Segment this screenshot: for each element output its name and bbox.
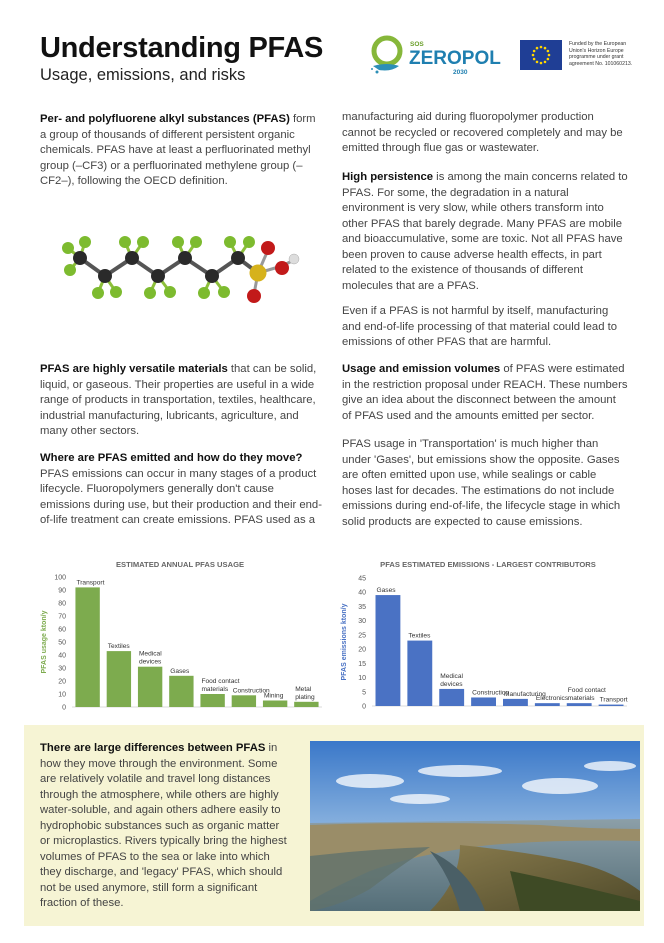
usage-chart-ytick-label: 10 <box>58 691 66 699</box>
emissions-chart-ytick-label: 40 <box>358 589 366 597</box>
usage-chart-ylabel: PFAS usage kton/y <box>41 610 48 674</box>
usage-chart-category-label: Medical <box>138 650 162 658</box>
emissions-chart-category-label: Gases <box>376 587 396 595</box>
river-mouth-aerial-photo <box>310 741 640 911</box>
emissions-chart-ytick-label: 20 <box>358 646 366 654</box>
emissions-chart-ytick-label: 45 <box>358 575 366 583</box>
emissions-chart-ytick-label: 5 <box>362 689 366 697</box>
emissions-chart-category-label: Transport <box>599 696 628 704</box>
emissions-chart-bar <box>376 595 401 706</box>
emissions-chart-category-label: Electronics <box>535 695 569 703</box>
eu-funding-block <box>520 40 640 72</box>
zeropol-logo <box>365 32 505 78</box>
intro-text: form a group of thousands of different persistent organic chemicals. PFAS have at least a perfluorinated methyl group (–CF3) or a perfluorinated methylene group (–CF2–), following the OECD definition. <box>40 113 316 187</box>
usage-chart-ytick-label: 100 <box>54 574 66 582</box>
usage-chart-category-label: Textiles <box>107 643 130 651</box>
page-title: Understanding PFAS <box>40 32 324 64</box>
emissions-chart-category-label: Textiles <box>408 632 431 640</box>
zeropol-prefix: SOS <box>410 41 424 48</box>
usage-chart-bar <box>107 651 131 707</box>
usage-chart-ytick-label: 90 <box>58 587 66 595</box>
persistence-text: is among the main concerns related to PFAS. For some, the degradation in a natural environment is very slow, while others transform into other PFAS that barely degrade. Many PFAS are mobile and bioaccumulative, some are toxic. Not all PFAS have been proven to cause adverse health effects, in part related to the existence of thousands of different molecules that are a PFAS. <box>342 171 628 292</box>
persistence-bold: High persistence <box>342 171 434 183</box>
usage-chart-ytick-label: 30 <box>58 665 66 673</box>
emissions-chart-category-label: Food contact <box>567 687 606 695</box>
emissions-chart-ytick-label: 0 <box>362 703 366 711</box>
usage-chart-ytick-label: 60 <box>58 626 66 634</box>
intro-bold: Per- and polyfluorene alkyl substances (PFAS) <box>40 113 290 125</box>
usage-chart-category-label: Gases <box>170 667 190 675</box>
callout-text: in how they move through the environment. Some are relatively volatile and travel long distances through the atmosphere, while others are highly water-soluble, and again others adhere easily to hydrophobic substances such as organic matter or microplastics. Rivers typically bring the highest volumes of PFAS to the sea or lake into which they discharge, and 'legacy' PFAS, which should not be used anymore, still form a significant fraction of these. <box>40 742 287 909</box>
usage-chart-category-label: devices <box>138 658 162 666</box>
callout-paragraph <box>40 741 288 912</box>
usage-chart-category-label: materials <box>201 686 229 693</box>
emissions-chart-bar <box>471 697 496 706</box>
zeropol-name: ZEROPOL <box>409 48 501 69</box>
usage-chart-bar <box>75 587 99 707</box>
usage-chart-ytick-label: 80 <box>58 600 66 608</box>
emissions-chart-bar <box>407 641 432 706</box>
emissions-chart-bar <box>599 705 624 706</box>
usage-chart-title: ESTIMATED ANNUAL PFAS USAGE <box>115 560 245 569</box>
usage-chart <box>38 556 328 716</box>
harmful-paragraph: Even if a PFAS is not harmful by itself, manufacturing and end-of-life processing of that material could lead to emissions of other PFAS that are harmful. <box>342 305 618 348</box>
emitted-text: PFAS emissions can occur in many stages of a product lifecycle. Fluoropolymers generally don't cause emissions during use, but their production and their end-of-life treatment can create emissions. PFAS used as a <box>40 467 322 526</box>
emissions-chart-ytick-label: 15 <box>358 660 366 668</box>
usage-chart-category-label: plating <box>295 693 315 701</box>
usage-chart-bar <box>138 667 162 707</box>
usage-chart-category-label: Food contact <box>201 678 240 685</box>
usage-chart-category-label: Construction <box>232 687 270 695</box>
usage-chart-ytick-label: 0 <box>62 704 66 712</box>
emissions-chart-title: PFAS ESTIMATED EMISSIONS - LARGEST CONTRIBUTORS <box>380 560 596 569</box>
emissions-chart-bar <box>503 699 528 706</box>
usage-chart-category-label: Metal <box>295 685 312 693</box>
fish-icon <box>373 64 399 71</box>
usage-text: of PFAS were estimated in the restriction proposal under REACH. These numbers give an idea about the disconnect between the amount of PFAS used and the amounts emitted per sector. <box>342 363 628 422</box>
emissions-chart-ytick-label: 25 <box>358 632 366 640</box>
transport-paragraph: PFAS usage in 'Transportation' is much higher than under 'Gases', but emissions show the opposite. Gases are often emitted upon use, while sealings or cable hoses last for decades. The estimations do not include emissions during end-of-life, the lifecycle stage in which solid products are expected to cause emissions. <box>342 438 621 528</box>
versatile-bold: PFAS are highly versatile materials <box>40 363 228 375</box>
usage-chart-category-label: Transport <box>76 579 105 587</box>
emissions-chart <box>338 556 638 716</box>
emissions-chart-ylabel: PFAS emissions kton/y <box>341 603 348 681</box>
versatile-paragraph <box>40 362 322 440</box>
emissions-chart-category-label: devices <box>440 680 463 688</box>
usage-chart-bar <box>294 702 318 707</box>
usage-chart-bar <box>263 701 287 708</box>
intro-paragraph <box>40 112 322 190</box>
usage-chart-ytick-label: 40 <box>58 652 66 660</box>
emissions-chart-category-label: materials <box>567 695 595 703</box>
emissions-chart-category-label: Manufacturing <box>504 690 546 698</box>
versatile-text: that can be solid, liquid, or gaseous. Their properties are useful in a wide range of products in transportation, textiles, healthcare, industrial manufacturing, lubricants, agriculture, and many other sectors. <box>40 363 317 437</box>
usage-chart-bar <box>232 695 256 707</box>
usage-bold: Usage and emission volumes <box>342 363 501 375</box>
emissions-chart-ytick-label: 30 <box>358 618 366 626</box>
emissions-chart-bar <box>567 703 592 706</box>
pfas-molecule-illustration <box>50 218 305 318</box>
page-subtitle: Usage, emissions, and risks <box>40 66 246 84</box>
emitted-heading: Where are PFAS emitted and how do they move? <box>40 452 303 464</box>
usage-chart-bar <box>200 694 224 707</box>
usage-chart-bar <box>169 676 193 707</box>
emissions-chart-category-label: Construction <box>472 689 510 697</box>
emitted-section <box>40 451 324 529</box>
persistence-paragraph <box>342 170 628 294</box>
emissions-chart-ytick-label: 10 <box>358 675 366 683</box>
usage-chart-category-label: Mining <box>263 692 284 700</box>
usage-chart-ytick-label: 50 <box>58 639 66 647</box>
usage-paragraph <box>342 362 628 424</box>
zeropol-year: 2030 <box>453 69 468 76</box>
emissions-chart-category-label: Medical <box>440 672 463 680</box>
continued-paragraph: manufacturing aid during fluoropolymer production cannot be recycled or recovered completely and may be emitted through flue gas or wastewater. <box>342 111 623 154</box>
usage-chart-ytick-label: 20 <box>58 678 66 686</box>
callout-bold: There are large differences between PFAS <box>40 742 266 754</box>
emissions-chart-bar <box>439 689 464 706</box>
emissions-chart-bar <box>535 703 560 706</box>
eu-flag-icon <box>520 40 562 70</box>
usage-chart-ytick-label: 70 <box>58 613 66 621</box>
eu-funding-text: Funded by the European Union's Horizon Europe programme under grant agreement No. 101060213. <box>569 41 633 67</box>
emissions-chart-ytick-label: 35 <box>358 603 366 611</box>
